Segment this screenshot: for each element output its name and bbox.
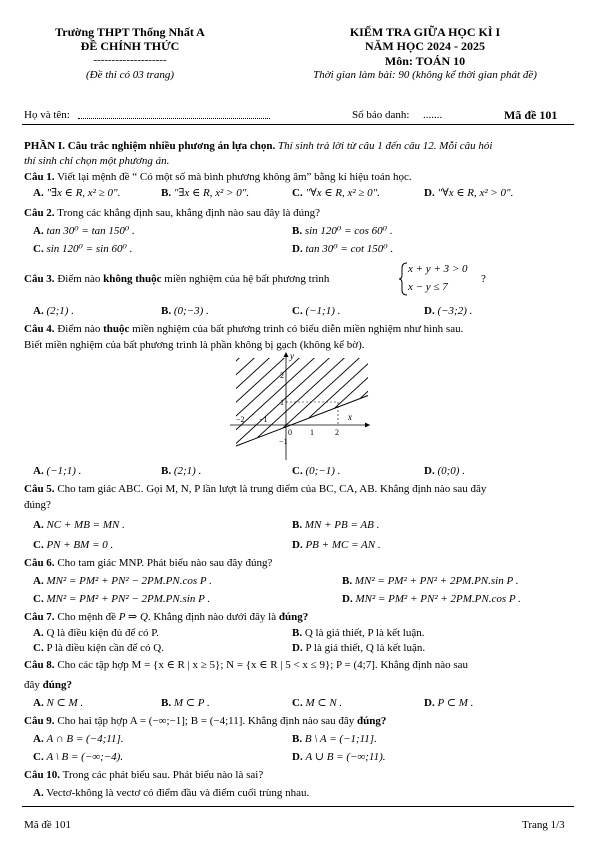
q5-text: Cho tam giác ABC. Gọi M, N, P lần lượt là trung điểm của BC, CA, AB. Khẳng định nào sau đây (57, 483, 487, 495)
part1-instructions-2: thí sinh chỉ chọn một phương án. (24, 155, 170, 167)
graph-tick-x1: 1 (310, 428, 314, 437)
q9-b-label: B. (292, 733, 303, 745)
q7-expr: P ⇒ Q (118, 611, 148, 623)
q8-text: Cho các tập hợp M = {x ∈ R | x ≥ 5}; N = {x ∈ R | 5 < x ≤ 9}; P = (4;7]. Khẳng định nào sau (57, 659, 469, 671)
q7-option-b (292, 626, 425, 640)
q8-d-label: D. (424, 697, 435, 709)
q4-a-text: (−1;1) . (46, 465, 82, 477)
q1-a-text: "∃x ∈ R, x² ≥ 0". (46, 187, 121, 199)
q8-a-label: A. (33, 697, 44, 709)
q10-text: Trong các phát biểu sau. Phát biểu nào là sai? (62, 769, 264, 781)
q1-d-text: "∀x ∈ R, x² > 0". (437, 187, 514, 199)
header-divider (22, 124, 574, 125)
q4-a-label: A. (33, 465, 44, 477)
q8-option-a (33, 696, 83, 710)
q5-option-a (33, 518, 125, 532)
q8-text-2-bold: đúng? (42, 679, 72, 691)
q5-d-text: PB + MC = AN . (305, 539, 381, 551)
q7-c-label: C. (33, 642, 44, 654)
q5-a-text: NC + MB = MN . (46, 519, 125, 531)
q1-b-label: B. (161, 187, 172, 199)
q6-label: Câu 6. (24, 557, 55, 569)
q7-text-post: . Khẳng định nào dưới đây là (147, 611, 277, 623)
q2-b-text: sin 120⁰ = cos 60⁰ . (304, 225, 393, 237)
q7-stem (24, 610, 308, 624)
q9-c-text: A \ B = (−∞;−4). (46, 751, 124, 763)
q5-c-text: PN + BM = 0 . (46, 539, 114, 551)
q5-option-c (33, 538, 113, 552)
q2-c-label: C. (33, 243, 44, 255)
q4-text-pre: Điểm nào (57, 323, 101, 335)
q5-a-label: A. (33, 519, 44, 531)
q6-text: Cho tam giác MNP. Phát biểu nào sau đây đúng? (57, 557, 273, 569)
q8-a-text: N ⊂ M . (46, 697, 84, 709)
q8-b-label: B. (161, 697, 172, 709)
q3-a-label: A. (33, 305, 44, 317)
q1-text: Viết lại mệnh đề “ Có một số mà bình phương không âm” bằng kí hiệu toán học. (57, 171, 412, 183)
q5-b-label: B. (292, 519, 303, 531)
q7-b-text: Q là giả thiết, P là kết luận. (304, 627, 425, 639)
q9-option-b (292, 732, 377, 746)
q5-text-2: đúng? (24, 499, 51, 511)
q4-b-text: (2;1) . (173, 465, 202, 477)
q6-option-d (342, 592, 521, 606)
q2-b-label: B. (292, 225, 303, 237)
q1-d-label: D. (424, 187, 435, 199)
q3-option-c (292, 304, 340, 318)
exam-code: Mã đề 101 (504, 108, 558, 122)
q3-d-text: (−3;2) . (437, 305, 473, 317)
q5-d-label: D. (292, 539, 303, 551)
q6-option-a (33, 574, 212, 588)
q6-b-label: B. (342, 575, 353, 587)
q8-option-c (292, 696, 342, 710)
exam-title: KIỂM TRA GIỮA HỌC KÌ I (349, 25, 501, 39)
q1-label: Câu 1. (24, 171, 55, 183)
q4-option-d (424, 464, 465, 478)
q10-option-a (33, 786, 309, 800)
q6-option-c (33, 592, 210, 606)
q4-label: Câu 4. (24, 323, 55, 335)
q9-text: Cho hai tập hợp A = (−∞;−1]; B = (−4;11]. Khẳng định nào sau đây (57, 715, 355, 727)
q1-option-c (292, 186, 380, 200)
q3-text-post: miền nghiệm của hệ bất phương trình (164, 273, 330, 285)
q3-option-d (424, 304, 472, 318)
q8-label: Câu 8. (24, 659, 55, 671)
q5-label: Câu 5. (24, 483, 55, 495)
q9-d-label: D. (292, 751, 303, 763)
q6-b-text: MN² = PM² + PN² + 2PM.PN.sin P . (354, 575, 519, 587)
q3-b-label: B. (161, 305, 172, 317)
q4-option-c (292, 464, 340, 478)
q1-option-a (33, 186, 120, 200)
q7-option-c (33, 641, 164, 655)
q7-a-label: A. (33, 627, 44, 639)
footer-code: Mã đề 101 (24, 819, 72, 831)
q5-stem (24, 482, 486, 496)
subject: Môn: TOÁN 10 (384, 54, 466, 68)
q2-a-label: A. (33, 225, 44, 237)
sbd-dots: ....... (423, 109, 443, 121)
graph-tick-ym1: −1 (279, 437, 288, 446)
q6-d-label: D. (342, 593, 353, 605)
q3-option-a (33, 304, 74, 318)
q4-c-text: (0;−1) . (305, 465, 341, 477)
q1-option-d (424, 186, 513, 200)
q7-label: Câu 7. (24, 611, 55, 623)
q2-c-text: sin 120⁰ = sin 60⁰ . (46, 243, 133, 255)
q3-c-label: C. (292, 305, 303, 317)
graph-origin: 0 (288, 428, 292, 437)
q3-label: Câu 3. (24, 273, 55, 285)
q3-qmark: ? (481, 273, 486, 285)
q4-option-b (161, 464, 201, 478)
q9-a-label: A. (33, 733, 44, 745)
q4-text-post: miền nghiệm của bất phương trình có biểu diễn miền nghiệm như hình sau. (132, 323, 464, 335)
q3-system-1: x + y + 3 > 0 (408, 263, 468, 275)
q6-a-label: A. (33, 575, 44, 587)
q6-option-b (342, 574, 519, 588)
q2-option-b (292, 224, 393, 238)
q2-label: Câu 2. (24, 207, 55, 219)
q6-c-text: MN² = PM² + PN² − 2PM.PN.sin P . (46, 593, 211, 605)
q4-region-graph (228, 350, 374, 462)
q3-b-text: (0;−3) . (173, 305, 209, 317)
graph-tick-xm2: −2 (236, 415, 245, 424)
q10-label: Câu 10. (24, 769, 61, 781)
sbd-label: Số báo danh: (352, 109, 410, 121)
q9-a-text: A ∩ B = (−4;11]. (46, 733, 124, 745)
q9-b-text: B \ A = (−1;11]. (304, 733, 377, 745)
q7-d-text: P là giả thiết, Q là kết luận. (305, 642, 426, 654)
hatched-region (228, 350, 374, 460)
q4-stem (24, 322, 463, 336)
q9-option-a (33, 732, 124, 746)
q8-stem (24, 658, 468, 672)
q3-system-2: x − y ≤ 7 (408, 281, 448, 293)
q7-option-d (292, 641, 425, 655)
q10-a-text: Vectơ-không là vectơ có điểm đầu và điểm cuối trùng nhau. (46, 787, 310, 799)
graph-tick-y1: 1 (280, 398, 284, 407)
q5-option-b (292, 518, 379, 532)
q8-c-label: C. (292, 697, 303, 709)
q8-option-d (424, 696, 473, 710)
q2-stem (24, 206, 320, 220)
graph-tick-xm1: −1 (259, 415, 268, 424)
q2-option-c (33, 242, 132, 256)
q4-c-label: C. (292, 465, 303, 477)
q9-option-d (292, 750, 386, 764)
q7-option-a (33, 626, 159, 640)
q1-stem (24, 170, 412, 184)
q3-d-label: D. (424, 305, 435, 317)
q2-text: Trong các khẳng định sau, khẳng định nào sau đây là đúng? (57, 207, 321, 219)
q1-b-text: "∃x ∈ R, x² > 0". (173, 187, 250, 199)
q3-option-b (161, 304, 209, 318)
q3-text-pre: Điểm nào (57, 273, 101, 285)
q5-option-d (292, 538, 381, 552)
graph-y-label: y (290, 351, 294, 361)
graph-tick-x2: 2 (335, 428, 339, 437)
q1-option-b (161, 186, 249, 200)
graph-tick-y2: 2 (280, 371, 284, 380)
q4-d-text: (0;0) . (437, 465, 465, 477)
graph-x-label: x (348, 412, 352, 422)
part1-title: PHẦN I. Câu trắc nghiệm nhiều phương án lựa chọn. (24, 140, 276, 152)
school-name: Trường THPT Thống Nhất A (55, 25, 205, 39)
q1-c-label: C. (292, 187, 303, 199)
q5-b-text: MN + PB = AB . (304, 519, 380, 531)
q4-text-2: Biết miền nghiệm của bất phương trình là phần không bị gạch (không kể bờ). (24, 339, 365, 351)
q4-b-label: B. (161, 465, 172, 477)
q8-c-text: M ⊂ N . (305, 697, 343, 709)
q3-stem (24, 272, 329, 286)
q4-text-bold: thuộc (103, 323, 130, 335)
q7-text-bold: đúng? (278, 611, 309, 623)
q7-b-label: B. (292, 627, 303, 639)
q8-line-2 (24, 678, 72, 692)
q3-c-text: (−1;1) . (305, 305, 341, 317)
q6-d-text: MN² = PM² + PN² + 2PM.PN.cos P . (355, 593, 521, 605)
q2-option-a (33, 224, 135, 238)
q9-d-text: A ∪ B = (−∞;11). (305, 751, 386, 763)
q9-c-label: C. (33, 751, 44, 763)
q8-option-b (161, 696, 210, 710)
q2-d-text: tan 30⁰ = cot 150⁰ . (305, 243, 394, 255)
q4-d-label: D. (424, 465, 435, 477)
q3-a-text: (2;1) . (46, 305, 74, 317)
q8-b-text: M ⊂ P . (173, 697, 210, 709)
header-dashes: -------------------- (93, 54, 167, 66)
q6-a-text: MN² = PM² + PN² − 2PM.PN.cos P . (46, 575, 212, 587)
q8-d-text: P ⊂ M . (437, 697, 474, 709)
q6-stem (24, 556, 272, 570)
q1-a-label: A. (33, 187, 44, 199)
q2-d-label: D. (292, 243, 303, 255)
q3-system-brace (398, 262, 408, 296)
q6-c-label: C. (33, 593, 44, 605)
official-label: ĐỀ CHÍNH THỨC (80, 39, 180, 53)
q5-c-label: C. (33, 539, 44, 551)
q9-text-bold: đúng? (357, 715, 387, 727)
q9-option-c (33, 750, 123, 764)
q2-a-text: tan 30⁰ = tan 150⁰ . (46, 225, 135, 237)
q8-text-2-pre: đây (24, 679, 40, 691)
q2-option-d (292, 242, 393, 256)
pages-note: (Đề thi có 03 trang) (86, 69, 174, 81)
q10-a-label: A. (33, 787, 44, 799)
q9-stem (24, 714, 386, 728)
q7-text-pre: Cho mệnh đề (57, 611, 116, 623)
duration: Thời gian làm bài: 90 (không kể thời gian phát đề) (313, 69, 537, 81)
q7-a-text: Q là điều kiện đủ để có P. (46, 627, 159, 639)
q3-text-bold: không thuộc (103, 273, 162, 285)
part1-line1 (24, 139, 492, 153)
name-field (78, 118, 270, 119)
part1-instructions-1: Thí sinh trả lời từ câu 1 đến câu 12. Mỗi câu hỏi (278, 140, 493, 152)
q7-c-text: P là điều kiện cần để có Q. (46, 642, 164, 654)
q9-label: Câu 9. (24, 715, 55, 727)
footer-divider (22, 806, 574, 807)
q7-d-label: D. (292, 642, 303, 654)
footer-page: Trang 1/3 (522, 819, 565, 831)
name-label: Họ và tên: (24, 109, 70, 121)
q1-c-text: "∀x ∈ R, x² ≥ 0". (305, 187, 381, 199)
q4-option-a (33, 464, 81, 478)
q10-stem (24, 768, 263, 782)
school-year: NĂM HỌC 2024 - 2025 (365, 39, 485, 53)
